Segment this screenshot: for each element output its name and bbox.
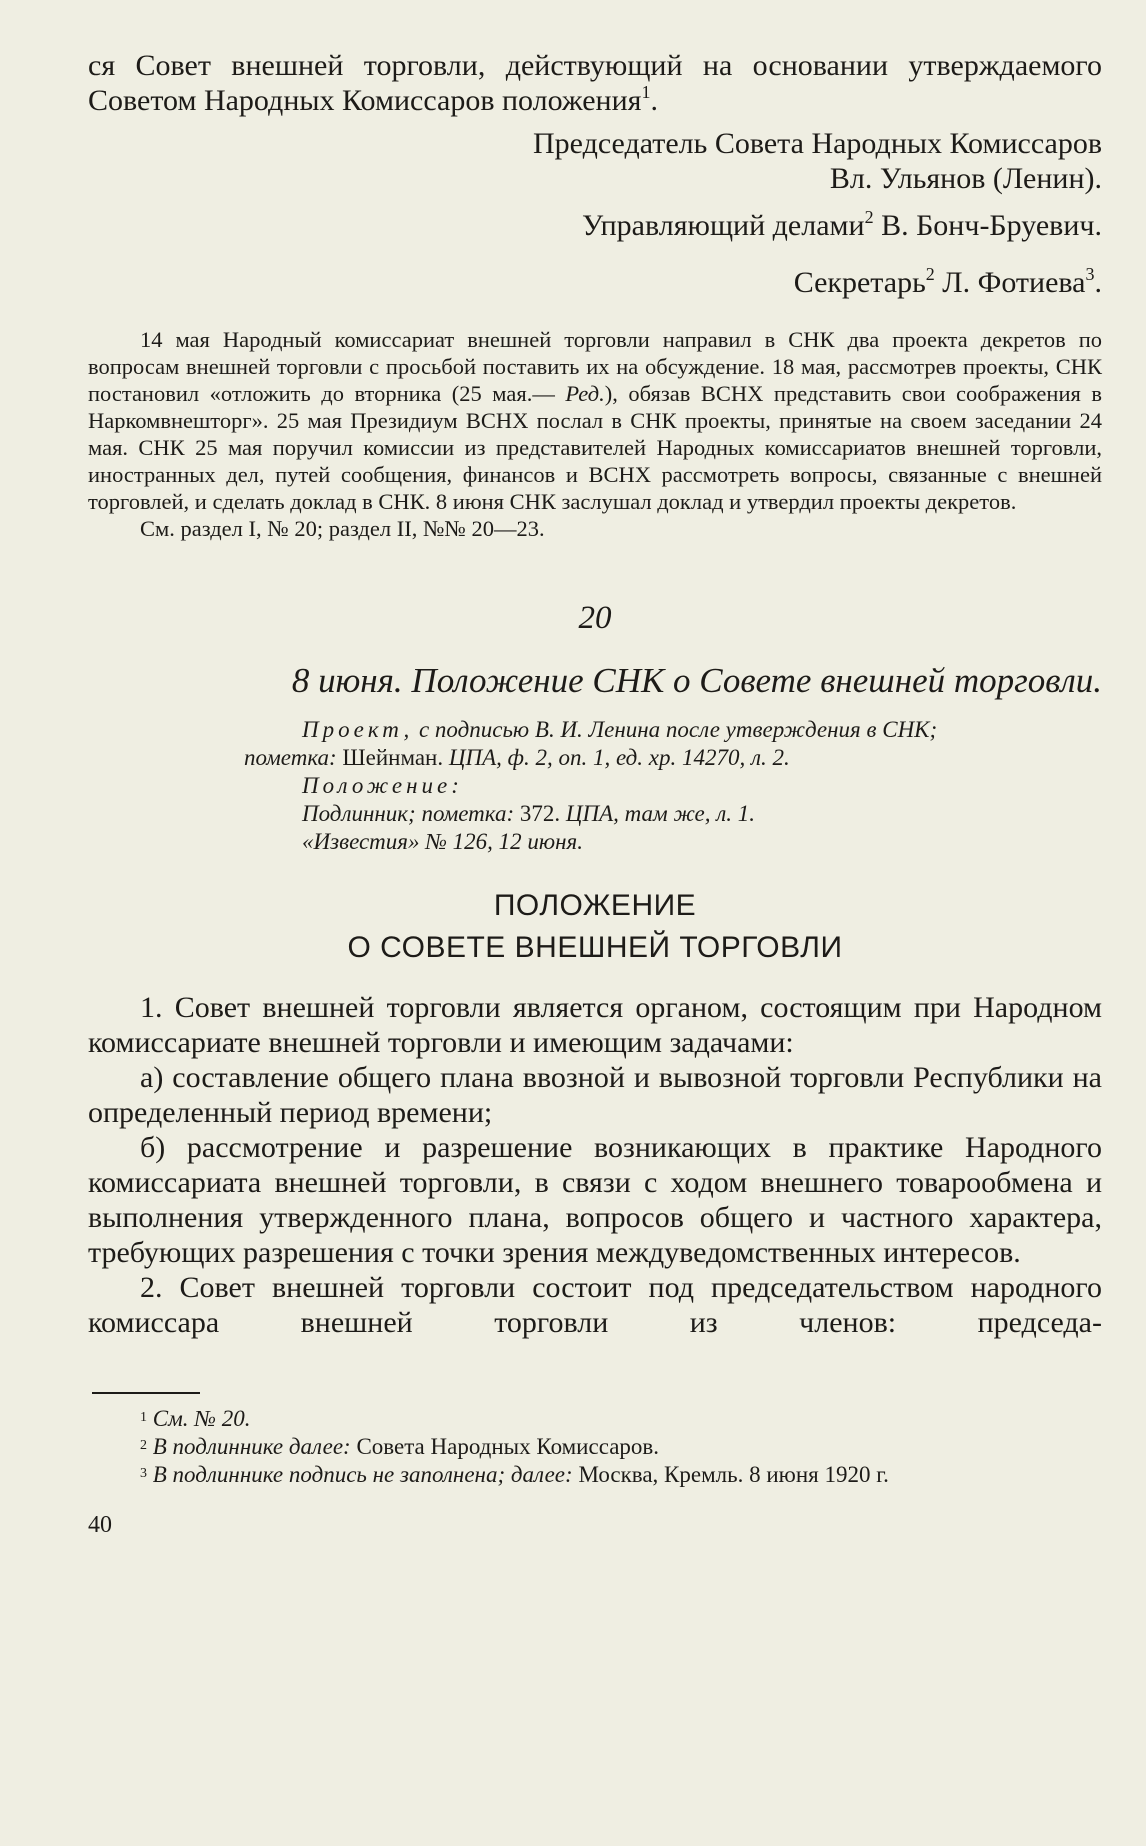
archive-line-mark xyxy=(88,744,1102,772)
title-line-2: О СОВЕТЕ ВНЕШНЕЙ ТОРГОВЛИ xyxy=(347,931,843,964)
intro-end: . xyxy=(650,84,658,117)
see-also: См. раздел I, № 20; раздел II, №№ 20—23. xyxy=(140,516,545,541)
clause-1b: б) рассмотрение и разрешение возникающих в практике Народного комиссариата внешней торговли, в связи с ходом внешнего товарообмена и выполнения утвержденного плана, вопросов общего и частного характера, требующих разрешения с точки зрения междуведомственных интересов. xyxy=(88,1131,1102,1269)
archive-line-original xyxy=(88,800,1102,828)
commentary-text-2: ), обязав ВСНХ представить свои соображения в Наркомвнешторг». 25 мая Президиум ВСНХ послал в СНК проекты, принятые на своем заседании 24 мая. СНК 25 мая поручил комиссии из представителей Народных комиссариатов внешней торговли, иностранных дел, путей сообщения, финансов и ВСНХ рассмотреть вопросы, связанные с внешней торговлей, и сделать доклад в СНК. 8 июня СНК заслушал доклад и утвердил проекты декретов. xyxy=(88,381,1102,514)
archive-line-izvestia: «Известия» № 126, 12 июня. xyxy=(302,829,583,854)
page xyxy=(88,48,1102,1539)
intro-text: ся Совет внешней торговли, действующий на основании утверждаемого Советом Народных Комиссаров положения xyxy=(88,49,1102,117)
commentary-paragraph xyxy=(88,326,1102,515)
clause-2: 2. Совет внешней торговли состоит под председательством народного комиссара внешней торговли из членов: председа- xyxy=(88,1271,1102,1339)
document-number: 20 xyxy=(578,600,612,636)
commentary-text-1: 14 мая Народный комиссариат внешней торговли направил в СНК два проекта декретов по вопросам внешней торговли с просьбой поставить их на обсуждение. 18 мая, рассмотрев проекты, СНК постановил «отложить до вторника (25 мая.— xyxy=(88,327,1102,406)
original-label: Подлинник; пометка: xyxy=(302,801,515,826)
mark-source: ЦПА, ф. 2, оп. 1, ед. хр. 14270, л. 2. xyxy=(448,745,790,770)
document-heading: 8 июня. Положение СНК о Совете внешней торговли. xyxy=(291,661,1102,700)
chair-name: Вл. Ульянов (Ленин). xyxy=(829,162,1102,195)
footnotes xyxy=(88,1404,1102,1488)
clause-1a: а) составление общего плана ввозной и вывозной торговли Республики на определенный период времени; xyxy=(88,1061,1102,1129)
mark-value: Шейнман. xyxy=(336,745,449,770)
archive-line-proekt xyxy=(88,716,1102,744)
page-number: 40 xyxy=(88,1512,112,1538)
footnote-italic: См. № 20. xyxy=(152,1406,251,1431)
secretary-name: Л. Фотиева xyxy=(934,266,1086,299)
intro-paragraph xyxy=(88,48,1102,118)
secretary-end: . xyxy=(1094,266,1102,299)
archive-notes xyxy=(88,716,1102,856)
proekt-label: Проект, xyxy=(302,717,414,742)
title-line-1: ПОЛОЖЕНИЕ xyxy=(493,889,697,922)
manager-name: В. Бонч-Бруевич. xyxy=(873,209,1102,242)
footnote-2 xyxy=(88,1432,1102,1460)
manager-title: Управляющий делами xyxy=(582,209,865,242)
footnote-number: 3 xyxy=(140,1466,147,1481)
footnote-ref[interactable]: 2 xyxy=(864,207,874,227)
editor-note: Ред. xyxy=(565,381,605,406)
footnote-text: Москва, Кремль. 8 июня 1920 г. xyxy=(578,1462,889,1487)
footnote-3 xyxy=(88,1460,1102,1488)
clause-1: 1. Совет внешней торговли является органом, состоящим при Народном комиссариате внешней торговли и имеющим задачами: xyxy=(88,991,1102,1059)
footnote-number: 2 xyxy=(140,1438,147,1453)
footnote-1 xyxy=(88,1404,1102,1432)
footnote-number: 1 xyxy=(140,1410,147,1425)
archive-line-polozhenie xyxy=(88,772,1102,800)
mark-label: пометка: xyxy=(244,745,337,770)
secretary-signature xyxy=(88,265,1102,300)
footnote-text: Совета Народных Комиссаров. xyxy=(356,1434,660,1459)
footnote-ref[interactable]: 1 xyxy=(641,82,651,102)
footnote-ref[interactable]: 3 xyxy=(1085,264,1095,284)
polozhenie-label: Положение: xyxy=(302,773,463,798)
proekt-text: с подписью В. И. Ленина после утверждения в СНК; xyxy=(413,717,938,742)
footnote-italic: В подлиннике далее: xyxy=(152,1434,357,1459)
original-value: 372. xyxy=(514,801,566,826)
footnote-ref[interactable]: 2 xyxy=(925,264,935,284)
chair-title: Председатель Совета Народных Комиссаров xyxy=(533,127,1102,160)
secretary-title: Секретарь xyxy=(793,266,926,299)
manager-signature xyxy=(88,208,1102,243)
footnote-divider xyxy=(92,1392,200,1394)
original-source: ЦПА, там же, л. 1. xyxy=(565,801,756,826)
footnote-italic: В подлиннике подпись не заполнена; далее: xyxy=(152,1462,579,1487)
